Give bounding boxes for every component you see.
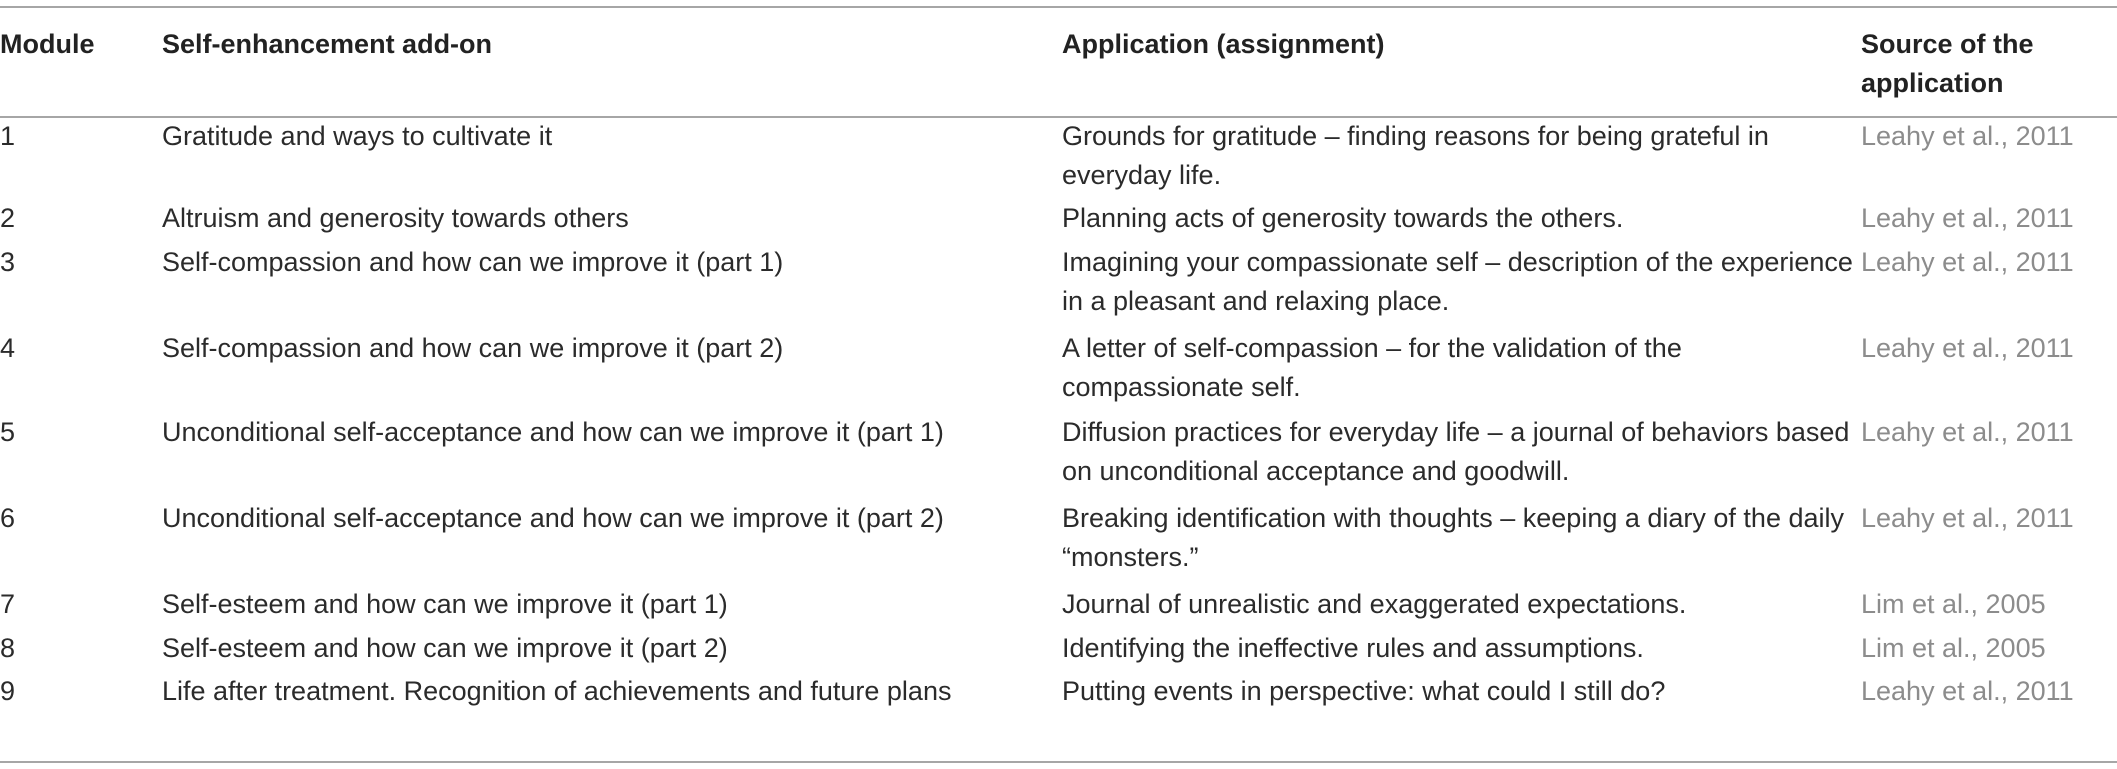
cell-module: 1 <box>0 121 16 151</box>
cell-application: Identifying the ineffective rules and assumptions. <box>1062 633 1644 663</box>
cell-addon: Unconditional self-acceptance and how can we improve it (part 1) <box>162 417 944 447</box>
cell-application: Journal of unrealistic and exaggerated expectations. <box>1062 589 1687 619</box>
cell-source: Leahy et al., 2011 <box>1861 333 2074 363</box>
table-header-row <box>0 8 2117 103</box>
cell-addon: Unconditional self-acceptance and how can we improve it (part 2) <box>162 503 944 533</box>
cell-module: 6 <box>0 503 16 533</box>
cell-addon: Self-esteem and how can we improve it (part 2) <box>162 633 728 663</box>
cell-application: Imagining your compassionate self – description of the experience in a pleasant and relaxing place. <box>1062 247 1853 316</box>
cell-source: Lim et al., 2005 <box>1861 633 2046 663</box>
table-row <box>0 195 2117 239</box>
cell-application: Breaking identification with thoughts – keeping a diary of the daily “monsters.” <box>1062 503 1844 572</box>
header-module: Module <box>0 29 95 59</box>
cell-addon: Self-compassion and how can we improve it (part 1) <box>162 247 784 277</box>
cell-addon: Self-compassion and how can we improve it (part 2) <box>162 333 784 363</box>
cell-source: Leahy et al., 2011 <box>1861 503 2074 533</box>
cell-application: Planning acts of generosity towards the others. <box>1062 203 1624 233</box>
cell-module: 3 <box>0 247 16 277</box>
cell-module: 7 <box>0 589 16 619</box>
table-row <box>0 668 2117 728</box>
table-bottom-rule <box>0 761 2117 763</box>
cell-addon: Altruism and generosity towards others <box>162 203 629 233</box>
table-row <box>0 325 2117 409</box>
cell-module: 4 <box>0 333 16 363</box>
cell-addon: Self-esteem and how can we improve it (part 1) <box>162 589 728 619</box>
cell-module: 9 <box>0 676 16 706</box>
cell-application: A letter of self-compassion – for the validation of the compassionate self. <box>1062 333 1682 402</box>
cell-source: Leahy et al., 2011 <box>1861 121 2074 151</box>
cell-source: Leahy et al., 2011 <box>1861 247 2074 277</box>
cell-module: 5 <box>0 417 16 447</box>
cell-module: 8 <box>0 633 16 663</box>
table-row <box>0 625 2117 668</box>
table-row <box>0 495 2117 581</box>
cell-addon: Life after treatment. Recognition of achievements and future plans <box>162 676 952 706</box>
header-addon: Self-enhancement add-on <box>162 29 493 59</box>
cell-source: Lim et al., 2005 <box>1861 589 2046 619</box>
cell-module: 2 <box>0 203 16 233</box>
table-row <box>0 409 2117 495</box>
cell-application: Diffusion practices for everyday life – a journal of behaviors based on unconditional acceptance and goodwill. <box>1062 417 1850 486</box>
cell-source: Leahy et al., 2011 <box>1861 417 2074 447</box>
header-source: Source of the application <box>1861 29 2034 98</box>
table <box>0 8 2117 728</box>
cell-source: Leahy et al., 2011 <box>1861 203 2074 233</box>
table-row <box>0 103 2117 195</box>
cell-source: Leahy et al., 2011 <box>1861 676 2074 706</box>
cell-addon: Gratitude and ways to cultivate it <box>162 121 553 151</box>
table-row <box>0 581 2117 625</box>
table-row <box>0 239 2117 325</box>
header-application: Application (assignment) <box>1062 29 1385 59</box>
cell-application: Putting events in perspective: what could I still do? <box>1062 676 1666 706</box>
cell-application: Grounds for gratitude – finding reasons for being grateful in everyday life. <box>1062 121 1769 190</box>
